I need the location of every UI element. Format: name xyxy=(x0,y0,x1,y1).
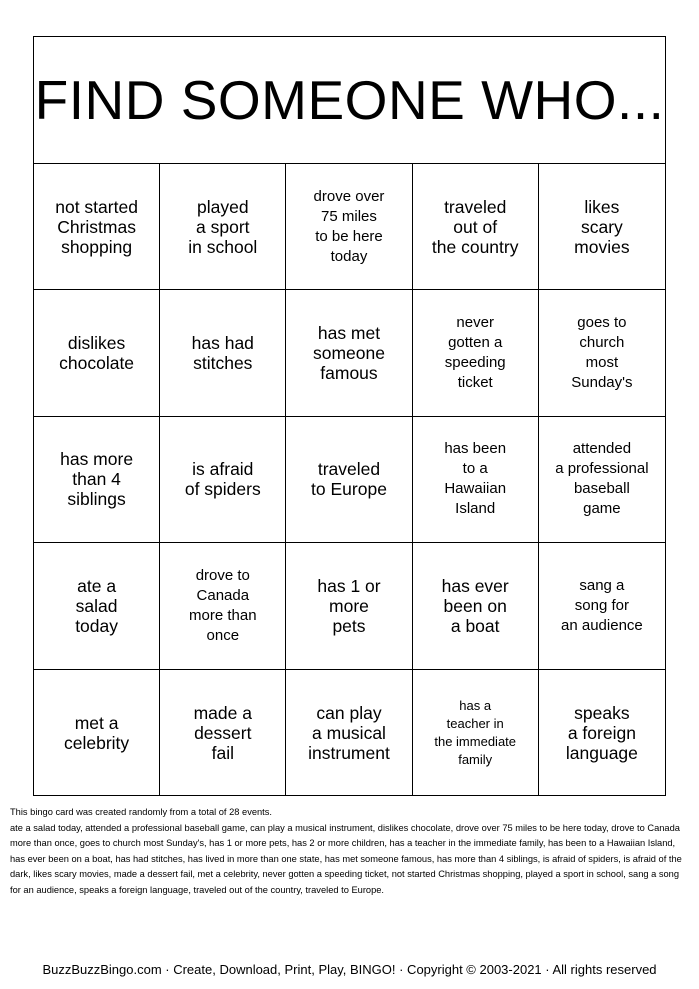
bingo-cell: goes to church most Sunday's xyxy=(539,290,665,416)
bingo-cell: not started Christmas shopping xyxy=(34,164,160,290)
bingo-cell: made a dessert fail xyxy=(160,670,286,796)
info-event-list: ate a salad today, attended a professional baseball game, can play a musical instrument, dislikes chocolate, drove over 75 miles to be here today, drove to Canada more than once, goes to church most Sunday's, has 1 or more pets, has 2 or more children, has a teacher in the immediate family, has been to a Hawaiian Island, has ever been on a boat, has had stitches, has lived in more than one state, has met someone famous, has more than 4 siblings, is afraid of spiders, is afraid of the dark, likes scary movies, made a dessert fail, met a celebrity, never gotten a speeding ticket, not started Christmas shopping, played a sport in school, sang a song for an audience, speaks a foreign language, traveled out of the country, traveled to Europe. xyxy=(10,822,682,895)
bingo-cell: attended a professional baseball game xyxy=(539,417,665,543)
footer-copyright: BuzzBuzzBingo.com · Create, Download, Print, Play, BINGO! · Copyright © 2003-2021 · All rights reserved xyxy=(42,962,657,977)
bingo-cell: dislikes chocolate xyxy=(34,290,160,416)
bingo-cell: never gotten a speeding ticket xyxy=(413,290,539,416)
bingo-cell: sang a song for an audience xyxy=(539,543,665,669)
info-summary: This bingo card was created randomly from a total of 28 events. xyxy=(10,807,272,817)
bingo-cell: can play a musical instrument xyxy=(286,670,412,796)
bingo-cell: has had stitches xyxy=(160,290,286,416)
bingo-cell: drove to Canada more than once xyxy=(160,543,286,669)
card-title: FIND SOMEONE WHO... xyxy=(34,68,665,131)
card-info xyxy=(10,805,690,898)
bingo-cell: played a sport in school xyxy=(160,164,286,290)
bingo-cell: speaks a foreign language xyxy=(565,702,638,763)
bingo-cell: has 1 or more pets xyxy=(286,543,412,669)
bingo-grid xyxy=(34,164,665,796)
title-box xyxy=(34,37,665,164)
bingo-cell: has a teacher in the immediate family xyxy=(413,670,539,796)
bingo-cell: has met someone famous xyxy=(286,290,412,416)
bingo-cell: has been to a Hawaiian Island xyxy=(413,417,539,543)
bingo-cell: drove over 75 miles to be here today xyxy=(286,164,412,290)
bingo-cell: has more than 4 siblings xyxy=(34,417,160,543)
bingo-card xyxy=(33,36,666,796)
bingo-cell: traveled to Europe xyxy=(286,417,412,543)
bingo-cell: is afraid of spiders xyxy=(160,417,286,543)
bingo-cell: has ever been on a boat xyxy=(413,543,539,669)
bingo-cell: traveled out of the country xyxy=(413,164,539,290)
bingo-cell: likes scary movies xyxy=(539,164,665,290)
bingo-cell: met a celebrity xyxy=(34,670,160,796)
bingo-cell: ate a salad today xyxy=(34,543,160,669)
